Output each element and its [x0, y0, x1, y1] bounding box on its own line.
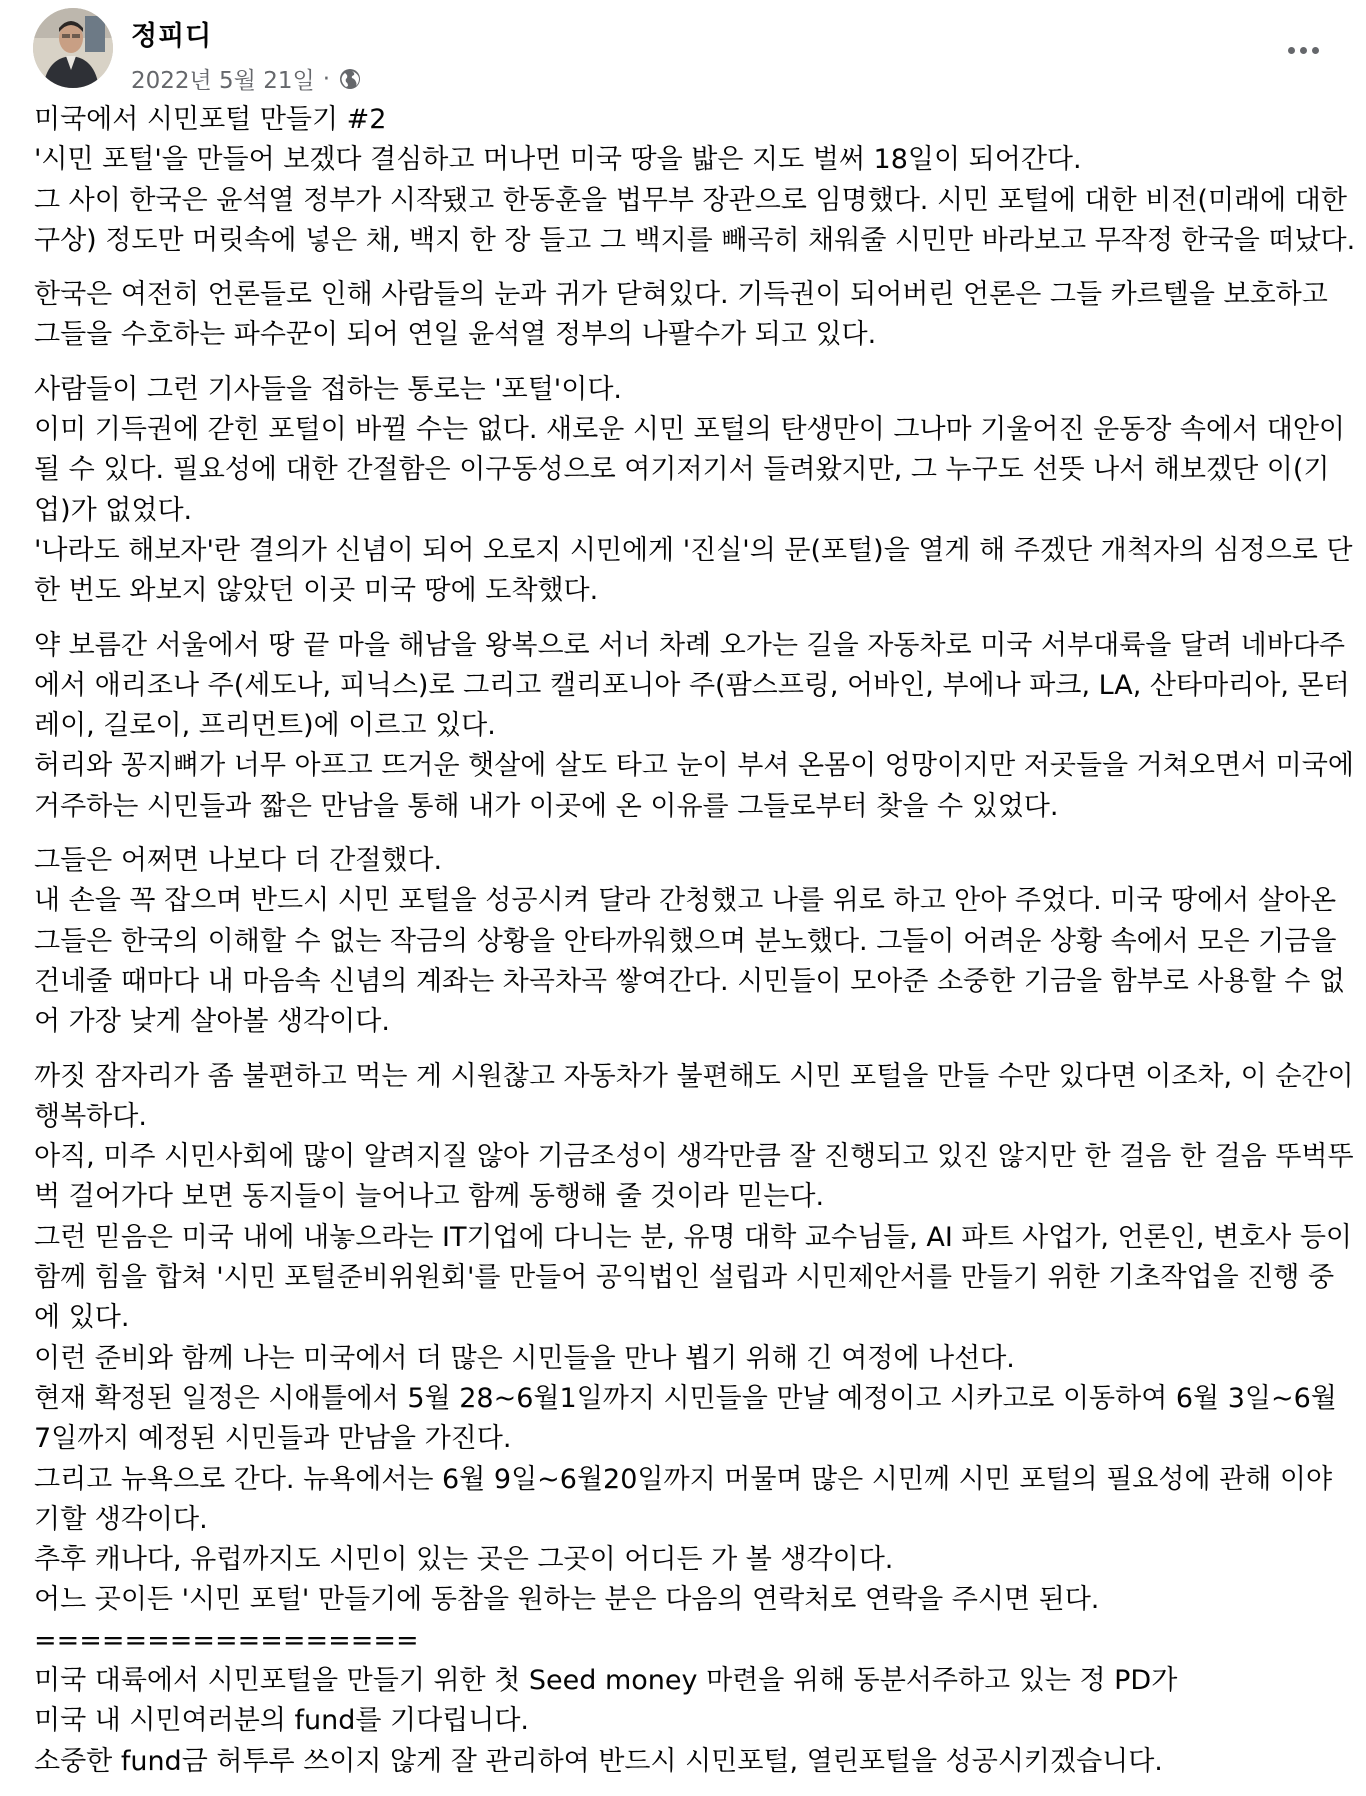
post-text-line: 한 번도 와보지 않았던 이곳 미국 땅에 도착했다.	[34, 575, 599, 607]
post-text-line: 그들은 어쩌면 나보다 더 간절했다.	[34, 845, 443, 877]
post-text-line: 허리와 꽁지뼈가 너무 아프고 뜨거운 햇살에 살도 타고 눈이 부셔 온몸이 엉망이지만 저곳들을 거쳐오면서 미국에	[34, 750, 1354, 782]
post-text-line: 아직, 미주 시민사회에 많이 알려지질 않아 기금조성이 생각만큼 잘 진행되고 있진 않지만 한 걸음 한 걸음 뚜벅뚜	[34, 1141, 1354, 1173]
post-text-line: =================	[34, 1624, 419, 1656]
post-paragraph	[34, 841, 1346, 1042]
post-text-line: 까짓 잠자리가 좀 불편하고 먹는 게 시원찮고 자동차가 불편해도 시민 포털을 만들 수만 있다면 이조차, 이 순간이	[34, 1060, 1354, 1092]
more-dot	[1312, 47, 1319, 54]
avatar[interactable]	[33, 8, 113, 88]
post-text-line: 거주하는 시민들과 짧은 만남을 통해 내가 이곳에 온 이유를 그들로부터 찾을 수 있었다.	[34, 790, 1059, 822]
post-paragraph	[34, 370, 1353, 612]
post-text-line: '나라도 해보자'란 결의가 신념이 되어 오로지 시민에게 '진실'의 문(포털)을 열게 해 주겠단 개척자의 심정으로 단	[34, 534, 1353, 566]
post-text-line: 그 사이 한국은 윤석열 정부가 시작됐고 한동훈을 법무부 장관으로 임명했다. 시민 포털에 대한 비전(미래에 대한	[34, 184, 1347, 216]
post-text-line: 미국 내 시민여러분의 fund를 기다립니다.	[34, 1705, 530, 1737]
post-text-line: 기할 생각이다.	[34, 1503, 208, 1535]
post-text-line: 어느 곳이든 '시민 포털' 만들기에 동참을 원하는 분은 다음의 연락처로 연락을 주시면 된다.	[34, 1584, 1100, 1616]
post-text-line: 이런 준비와 함께 나는 미국에서 더 많은 시민들을 만나 뵙기 위해 긴 여정에 나선다.	[34, 1342, 1015, 1374]
post-text-line: 업)가 없었다.	[34, 494, 193, 526]
meta-separator: ·	[322, 65, 331, 92]
profile-photo	[33, 8, 113, 88]
post-text-line: 구상) 정도만 머릿속에 넣은 채, 백지 한 장 들고 그 백지를 빼곡히 채워줄 시민만 바라보고 무작정 한국을 떠났다.	[34, 224, 1356, 256]
post-text-line: 미국에서 시민포털 만들기 #2	[34, 104, 387, 135]
post-text-line: 현재 확정된 일정은 시애틀에서 5월 28~6월1일까지 시민들을 만날 예정이고 시카고로 이동하여 6월 3일~6월	[34, 1382, 1337, 1414]
post-text-line: 추후 캐나다, 유럽까지도 시민이 있는 곳은 그곳이 어디든 가 볼 생각이다.	[34, 1544, 894, 1576]
globe-icon	[338, 67, 362, 91]
post-text-line: 될 수 있다. 필요성에 대한 간절함은 이구동성으로 여기저기서 들려왔지만, 그 누구도 선뜻 나서 해보겠단 이(기	[34, 454, 1330, 486]
post-date[interactable]: 2022년 5월 21일	[131, 68, 315, 94]
post-meta	[131, 62, 362, 95]
post-text-line: 그리고 뉴욕으로 간다. 뉴욕에서는 6월 9일~6월20일까지 머물며 많은 시민께 시민 포털의 필요성에 관해 이야	[34, 1463, 1333, 1495]
post-body	[34, 100, 1356, 1796]
post-text-line: 행복하다.	[34, 1100, 147, 1132]
post-paragraph	[34, 626, 1354, 827]
post-text-line: 그들을 수호하는 파수꾼이 되어 연일 윤석열 정부의 나팔수가 되고 있다.	[34, 319, 877, 351]
post-text-line: 약 보름간 서울에서 땅 끝 마을 해남을 왕복으로 서너 차례 오가는 길을 자동차로 미국 서부대륙을 달려 네바다주	[34, 629, 1346, 661]
post-text-line: 한국은 여전히 언론들로 인해 사람들의 눈과 귀가 닫혀있다. 기득권이 되어버린 언론은 그들 카르텔을 보호하고	[34, 279, 1328, 311]
author-name[interactable]: 정피디	[131, 21, 213, 52]
post-text-line: 건네줄 때마다 내 마음속 신념의 계좌는 차곡차곡 쌓여간다. 시민들이 모아준 소중한 기금을 함부로 사용할 수 없	[34, 965, 1346, 997]
post-text-line: 벅 걸어가다 보면 동지들이 늘어나고 함께 동행해 줄 것이라 믿는다.	[34, 1181, 825, 1213]
more-dot	[1288, 47, 1295, 54]
post-text-line: 7일까지 예정된 시민들과 만남을 가진다.	[34, 1423, 512, 1455]
post-text-line: '시민 포털'을 만들어 보겠다 결심하고 머나먼 미국 땅을 밟은 지도 벌써 18일이 되어간다.	[34, 144, 1082, 176]
post-paragraph	[34, 275, 1334, 356]
post-text-line: 소중한 fund금 허투루 쓰이지 않게 잘 관리하여 반드시 시민포털, 열린포털을 성공시키겠습니다.	[34, 1745, 1163, 1777]
post-text-line: 그런 믿음은 미국 내에 내놓으라는 IT기업에 다니는 분, 유명 대학 교수님들, AI 파트 사업가, 언론인, 변호사 등이	[34, 1221, 1352, 1253]
more-dot	[1300, 47, 1307, 54]
post-text-line: 에서 애리조나 주(세도나, 피닉스)로 그리고 캘리포니아 주(팜스프링, 어바인, 부에나 파크, LA, 산타마리아, 몬터	[34, 669, 1350, 701]
more-options-button[interactable]	[1273, 28, 1333, 72]
post-text-line: 미국 대륙에서 시민포털을 만들기 위한 첫 Seed money 마련을 위해 동분서주하고 있는 정 PD가	[34, 1664, 1178, 1696]
post-text-line: 에 있다.	[34, 1302, 130, 1334]
post-text-line: 함께 힘을 합쳐 '시민 포털준비위원회'를 만들어 공익법인 설립과 시민제안서를 만들기 위한 기초작업을 진행 중	[34, 1262, 1335, 1294]
post-text-line: 사람들이 그런 기사들을 접하는 통로는 '포털'이다.	[34, 373, 622, 405]
post-text-line: 그들은 한국의 이해할 수 없는 작금의 상황을 안타까워했으며 분노했다. 그들이 어려운 상황 속에서 모은 기금을	[34, 925, 1337, 957]
post-paragraph	[34, 100, 1356, 261]
post-text-line: 어 가장 낮게 살아볼 생각이다.	[34, 1006, 390, 1038]
post-text-line: 내 손을 꼭 잡으며 반드시 시민 포털을 성공시켜 달라 간청했고 나를 위로 하고 안아 주었다. 미국 땅에서 살아온	[34, 885, 1337, 917]
post-text-line: 레이, 길로이, 프리먼트)에 이르고 있다.	[34, 710, 496, 742]
post-text-line: 이미 기득권에 갇힌 포털이 바뀔 수는 없다. 새로운 시민 포털의 탄생만이 그나마 기울어진 운동장 속에서 대안이	[34, 414, 1346, 446]
post-paragraph	[34, 1057, 1354, 1782]
post-header	[33, 8, 1333, 94]
